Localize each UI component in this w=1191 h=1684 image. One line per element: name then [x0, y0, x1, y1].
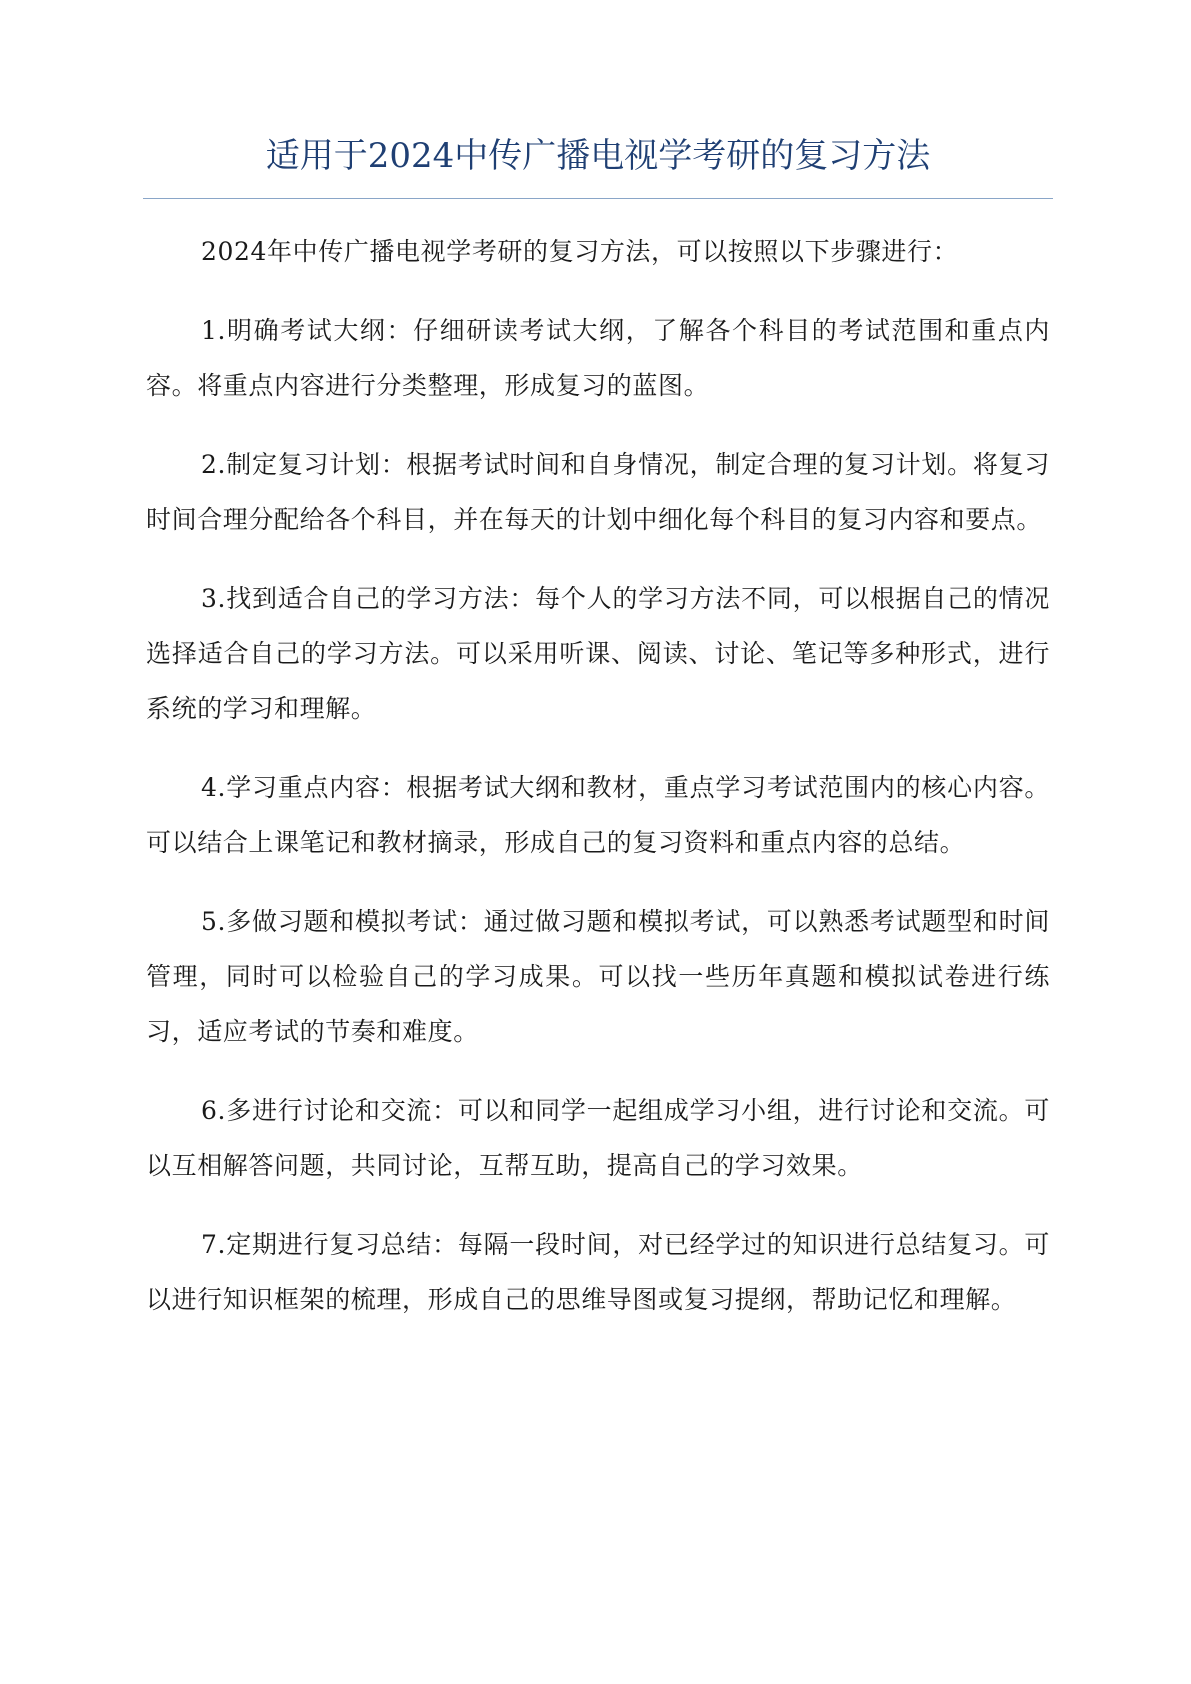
step-paragraph: 2.制定复习计划：根据考试时间和自身情况，制定合理的复习计划。将复习时间合理分配给各个科目，并在每天的计划中细化每个科目的复习内容和要点。 [146, 450, 1050, 534]
step-paragraph: 6.多进行讨论和交流：可以和同学一起组成学习小组，进行讨论和交流。可以互相解答问题，共同讨论，互帮互助，提高自己的学习效果。 [146, 1096, 1050, 1180]
step-paragraph: 1.明确考试大纲：仔细研读考试大纲，了解各个科目的考试范围和重点内容。将重点内容进行分类整理，形成复习的蓝图。 [146, 316, 1050, 400]
step-paragraph: 5.多做习题和模拟考试：通过做习题和模拟考试，可以熟悉考试题型和时间管理，同时可以检验自己的学习成果。可以找一些历年真题和模拟试卷进行练习，适应考试的节奏和难度。 [146, 907, 1050, 1046]
document-title: 适用于2024中传广播电视学考研的复习方法 [265, 136, 931, 176]
document-body [146, 224, 1050, 1351]
step-paragraph: 3.找到适合自己的学习方法：每个人的学习方法不同，可以根据自己的情况选择适合自己的学习方法。可以采用听课、阅读、讨论、笔记等多种形式，进行系统的学习和理解。 [146, 584, 1050, 723]
step-paragraph: 4.学习重点内容：根据考试大纲和教材，重点学习考试范围内的核心内容。可以结合上课笔记和教材摘录，形成自己的复习资料和重点内容的总结。 [146, 773, 1050, 857]
step-paragraph: 7.定期进行复习总结：每隔一段时间，对已经学过的知识进行总结复习。可以进行知识框架的梳理，形成自己的思维导图或复习提纲，帮助记忆和理解。 [146, 1230, 1050, 1314]
intro-paragraph: 2024年中传广播电视学考研的复习方法，可以按照以下步骤进行： [201, 237, 959, 266]
title-divider [143, 198, 1053, 199]
